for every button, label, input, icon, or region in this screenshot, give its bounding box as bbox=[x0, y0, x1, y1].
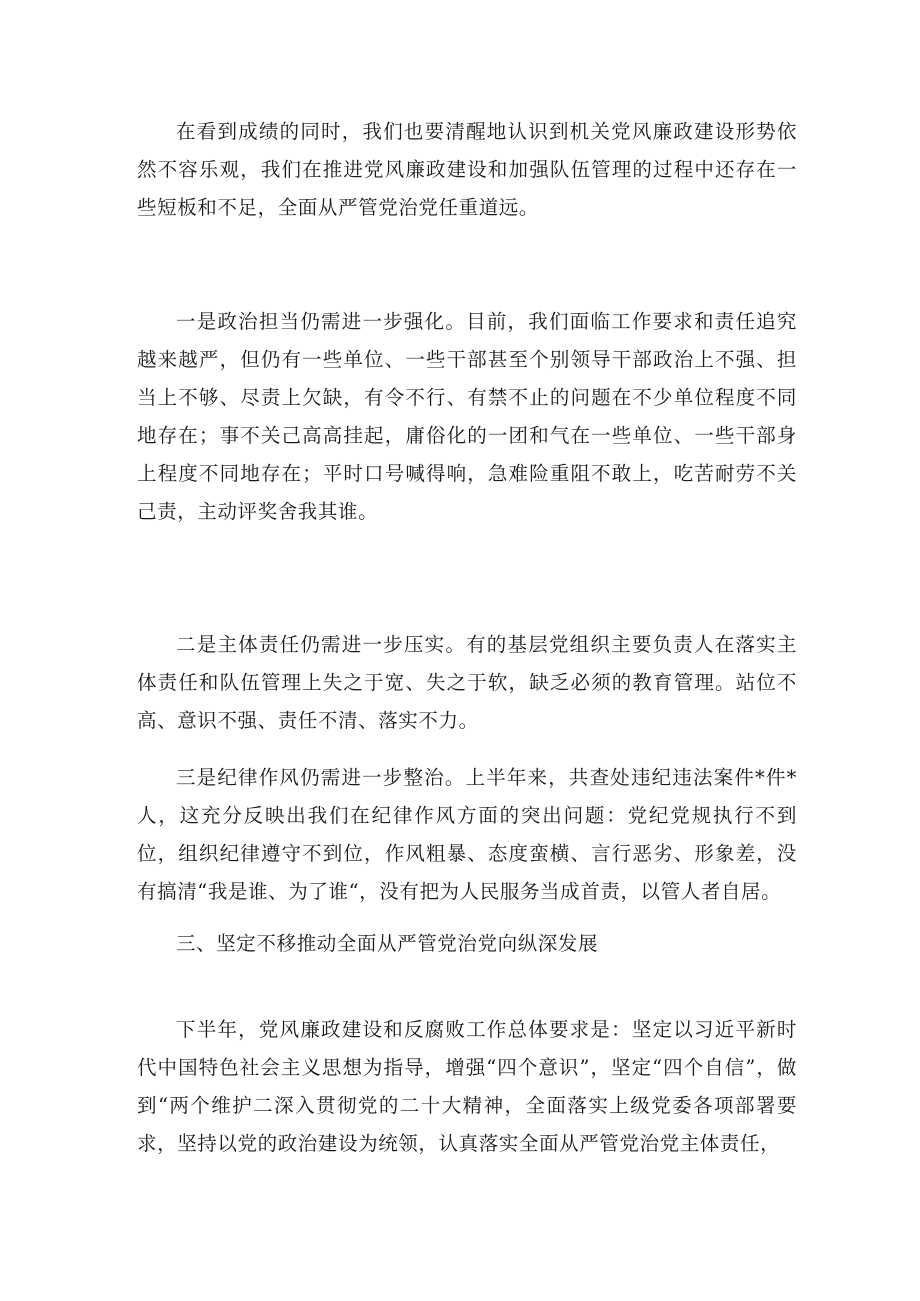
paragraph-second-half-requirements: 下半年，党风廉政建设和反腐败工作总体要求是：坚定以习近平新时代中国特色社会主义思想为指导，增强“四个意识”，坚定“四个自信”，做到“两个维护二深入贯彻党的二十大精神，全面落实上级党委各项部署要求，坚持以党的政治建设为统领，认真落实全面从严管党治党主体责任， bbox=[137, 1018, 797, 1155]
section-heading: 三、坚定不移推动全面从严管党治党向纵深发展 bbox=[176, 932, 599, 955]
paragraph-discipline: 三是纪律作风仍需进一步整治。上半年来，共查处违纪违法案件*件*人，这充分反映出我们在纪律作风方面的突出问题：党纪党规执行不到位，组织纪律遵守不到位，作风粗暴、态度蛮横、言行恶劣、形象差，没有搞清“我是谁、为了谁“，没有把为人民服务当成首责，以管人者自居。 bbox=[137, 766, 797, 903]
paragraph-situation: 在看到成绩的同时，我们也要清醒地认识到机关党风廉政建设形势依然不容乐观，我们在推进党风廉政建设和加强队伍管理的过程中还存在一些短板和不足，全面从严管党治党任重道远。 bbox=[137, 120, 797, 219]
paragraph-main-responsibility: 二是主体责任仍需进一步压实。有的基层党组织主要负责人在落实主体责任和队伍管理上失之于宽、失之于软，缺乏必须的教育管理。站位不高、意识不强、责任不清、落实不力。 bbox=[137, 633, 797, 732]
paragraph-political-responsibility: 一是政治担当仍需进一步强化。目前，我们面临工作要求和责任追究越来越严，但仍有一些单位、一些干部甚至个别领导干部政治上不强、担当上不够、尽责上欠缺，有令不行、有禁不止的问题在不少单位程度不同地存在；事不关己高高挂起，庸俗化的一团和气在一些单位、一些干部身上程度不同地存在；平时口号喊得响，急难险重阻不敢上，吃苦耐劳不关己责，主动评奖舍我其谁。 bbox=[137, 310, 797, 523]
